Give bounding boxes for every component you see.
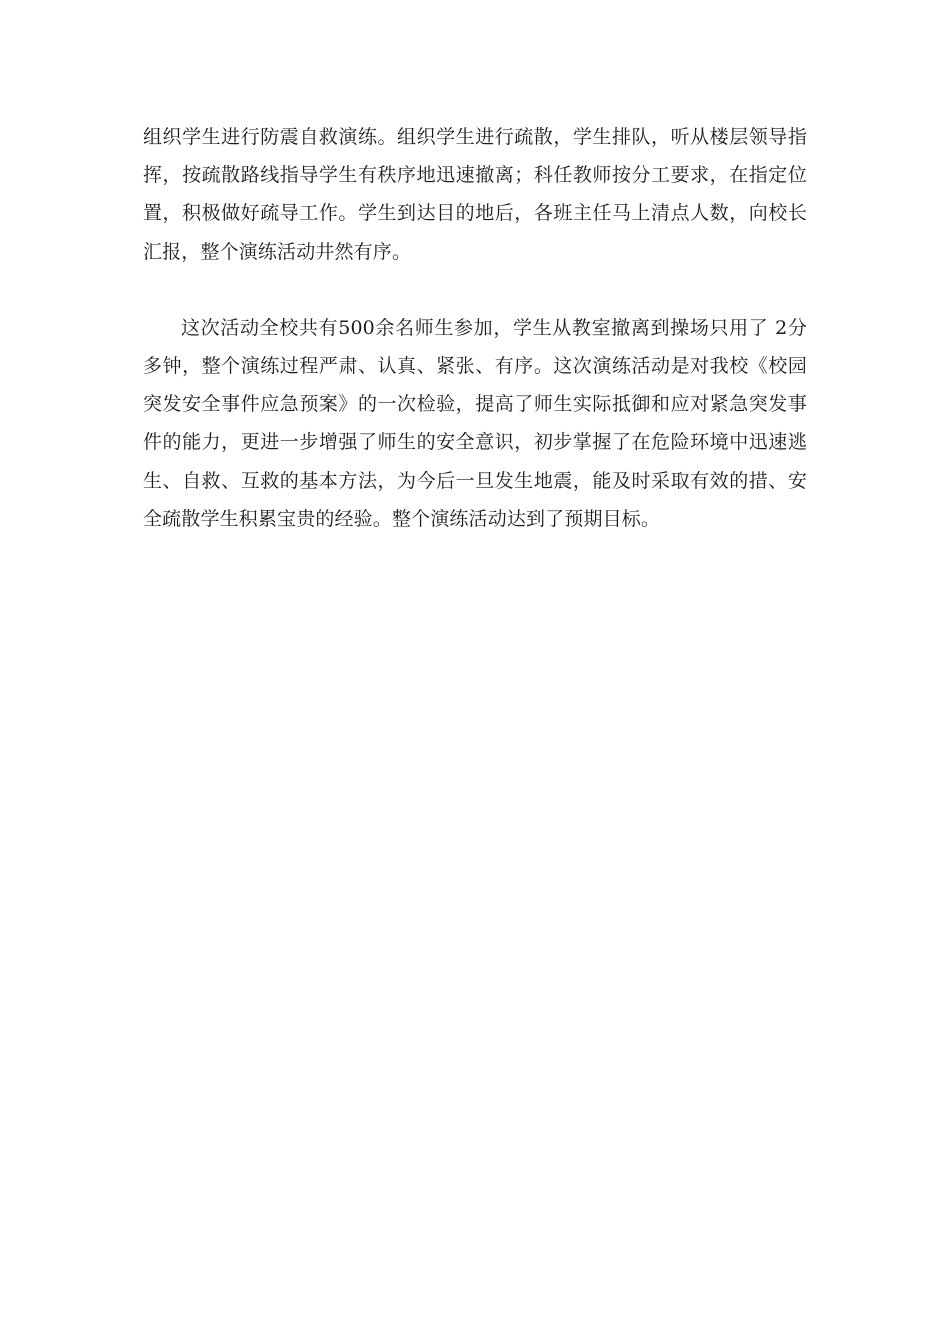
paragraph-drill-summary: 这次活动全校共有500余名师生参加，学生从教室撤离到操场只用了 2分多钟，整个演练过程严肃、认真、紧张、有序。这次演练活动是对我校《校园突发安全事件应急预案》的一次检验，提高了师生实际抵御和应对紧急突发事件的能力，更进一步增强了师生的安全意识，初步掌握了在危险环境中迅速逃生、自救、互救的基本方法，为今后一旦发生地震，能及时采取有效的措、安全疏散学生积累宝贵的经验。整个演练活动达到了预期目标。: [143, 316, 807, 530]
document-body: [143, 118, 807, 538]
paragraph-drill-procedure: 组织学生进行防震自救演练。组织学生进行疏散，学生排队，听从楼层领导指挥，按疏散路线指导学生有秩序地迅速撤离；科任教师按分工要求，在指定位置，积极做好疏导工作。学生到达目的地后，各班主任马上清点人数，向校长汇报，整个演练活动井然有序。: [143, 126, 807, 263]
